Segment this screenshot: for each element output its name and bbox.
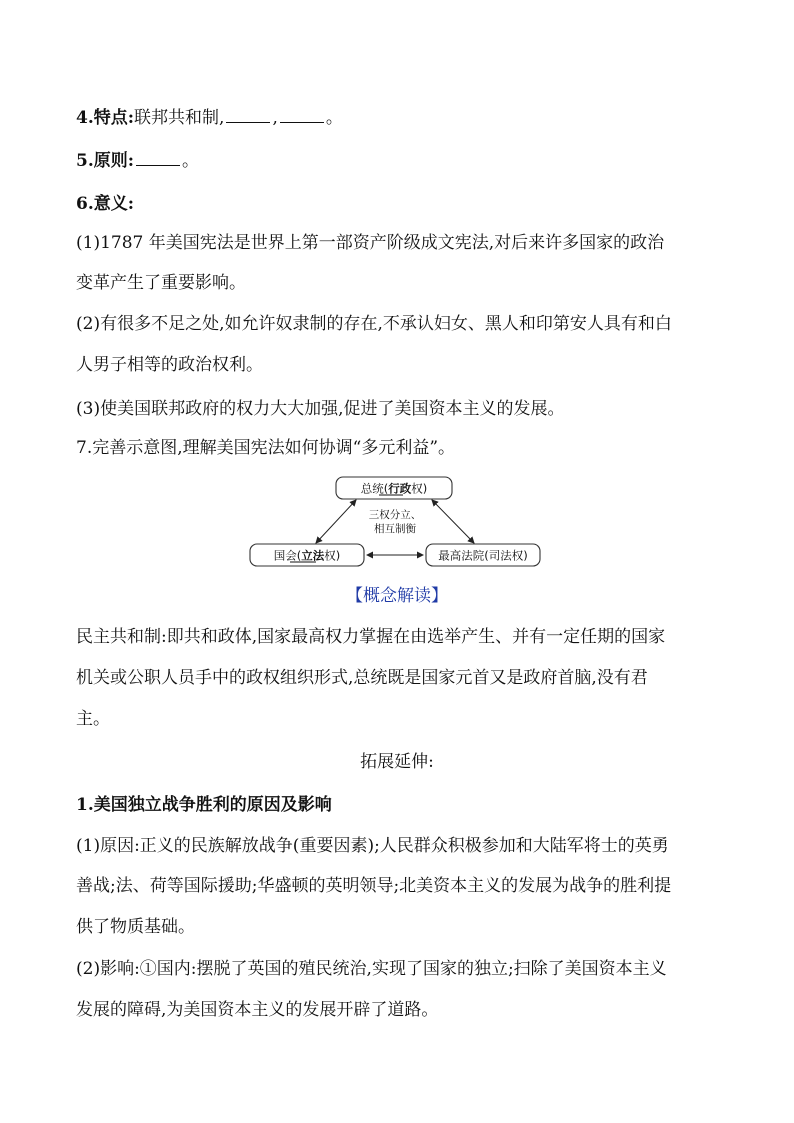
congress-box-suffix: 权): [324, 548, 341, 563]
section-6-item3: (3)使美国联邦政府的权力大大加强,促进了美国资本主义的发展。: [76, 399, 565, 419]
concept-line3: 主。: [76, 709, 110, 729]
section-6-item2-line2: 人男子相等的政治权利。: [76, 355, 263, 375]
center-label-line2: 相互制衡: [374, 523, 416, 535]
extension-cause-line3: 供了物质基础。: [76, 917, 195, 937]
concept-title: 【概念解读】: [346, 586, 448, 606]
extension-effect-line2: 发展的障碍,为美国资本主义的发展开辟了道路。: [76, 1000, 439, 1020]
separation-of-powers-diagram: [246, 474, 546, 570]
section-6-item1-line2: 变革产生了重要影响。: [76, 273, 246, 293]
extension-cause-line2: 善战;法、荷等国际援助;华盛顿的英明领导;北美资本主义的发展为战争的胜利提: [76, 876, 672, 896]
section-6-item2-line1: (2)有很多不足之处,如允许奴隶制的存在,不承认妇女、黑人和印第安人具有和白: [76, 314, 672, 334]
section-4-blank-2[interactable]: [280, 108, 324, 123]
president-box-label: [361, 482, 428, 496]
extension-heading: 1.美国独立战争胜利的原因及影响: [76, 795, 332, 815]
extension-title: 拓展延伸:: [360, 752, 434, 772]
section-4-text-prefix: 联邦共和制,: [134, 108, 225, 128]
section-6-item1-line1: (1)1787 年美国宪法是世界上第一部资产阶级成文宪法,对后来许多国家的政治: [76, 233, 665, 253]
section-4-text-suffix: 。: [325, 108, 343, 128]
president-box-prefix: 总统(: [360, 481, 389, 496]
extension-cause-line1: (1)原因:正义的民族解放战争(重要因素);人民群众积极参加和大陆军将士的英勇: [76, 836, 669, 856]
congress-box-prefix: 国会(: [273, 548, 302, 563]
concept-line2: 机关或公职人员手中的政权组织形式,总统既是国家元首又是政府首脑,没有君: [76, 668, 648, 688]
arrow-president-court: [432, 500, 474, 543]
president-box-suffix: 权): [411, 481, 428, 496]
extension-effect-line1: (2)影响:①国内:摆脱了英国的殖民统治,实现了国家的独立;扫除了美国资本主义: [76, 959, 667, 979]
president-box-fill: 行政: [388, 481, 412, 496]
arrow-president-congress: [316, 500, 356, 543]
center-label-line1: 三权分立、: [368, 509, 422, 521]
concept-line1: 民主共和制:即共和政体,国家最高权力掌握在由选举产生、并有一定任期的国家: [76, 627, 666, 647]
section-6-label: 6.意义:: [76, 194, 135, 214]
section-5-label: 5.原则:: [76, 151, 135, 171]
section-4-blank-1[interactable]: [226, 108, 270, 123]
section-5-line: [76, 150, 199, 172]
congress-box-fill: 立法: [301, 548, 325, 563]
section-4-line: [76, 107, 343, 129]
section-4-label: 4.特点:: [76, 108, 135, 128]
section-7-text: 7.完善示意图,理解美国宪法如何协调“多元利益”。: [76, 438, 456, 458]
section-5-text-suffix: 。: [182, 151, 200, 171]
congress-box-label: [274, 549, 341, 563]
section-5-blank[interactable]: [136, 151, 180, 166]
section-4-text-mid: ,: [272, 108, 278, 128]
supreme-court-box-label: 最高法院(司法权): [438, 548, 528, 563]
